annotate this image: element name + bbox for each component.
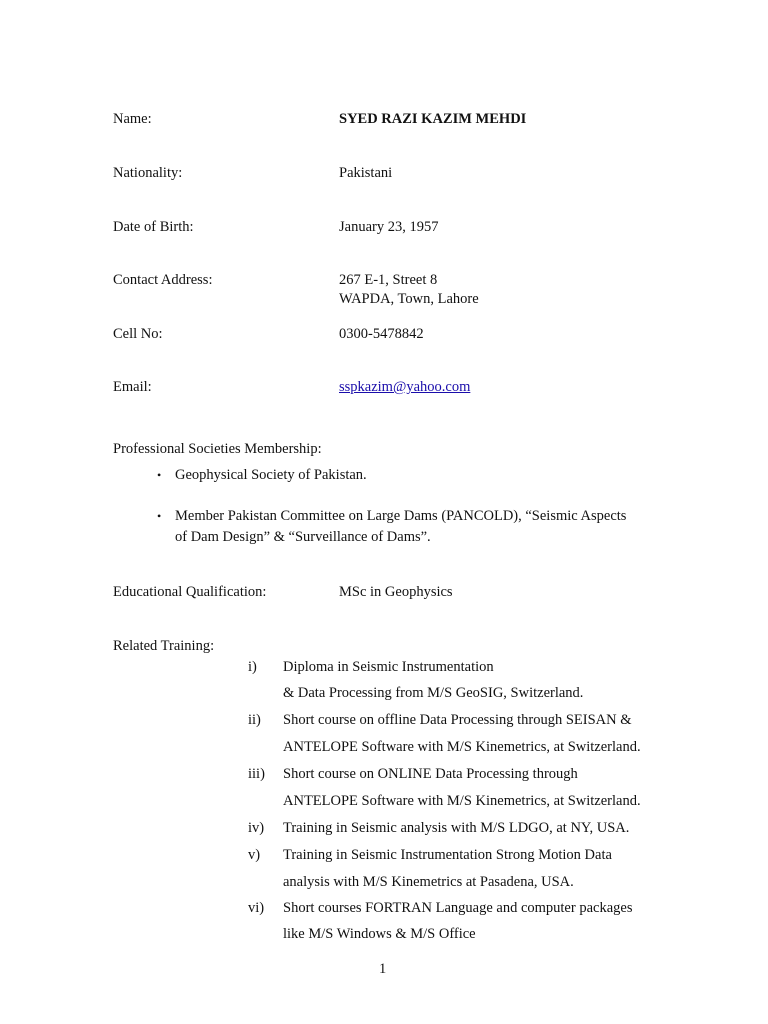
training-item-line: Training in Seismic analysis with M/S LDGO, at NY, USA. (283, 820, 630, 836)
training-item-line: Short courses FORTRAN Language and computer packages (283, 900, 633, 916)
cell-value: 0300-5478842 (339, 326, 424, 342)
nationality-label: Nationality: (113, 165, 183, 181)
cell-label: Cell No: (113, 326, 163, 342)
nationality-value: Pakistani (339, 165, 393, 181)
training-heading: Related Training: (113, 638, 215, 654)
training-item-line: & Data Processing from M/S GeoSIG, Switzerland. (283, 685, 584, 701)
training-item-line: like M/S Windows & M/S Office (283, 926, 476, 942)
education-value: MSc in Geophysics (339, 584, 453, 600)
name-label: Name: (113, 111, 152, 127)
email-label: Email: (113, 379, 152, 395)
training-item-line: Short course on ONLINE Data Processing through (283, 766, 578, 782)
training-item-line: analysis with M/S Kinemetrics at Pasadena, USA. (283, 874, 574, 890)
membership-item-1: Geophysical Society of Pakistan. (175, 467, 367, 483)
training-item-line: Training in Seismic Instrumentation Strong Motion Data (283, 847, 612, 863)
training-item-number: iii) (248, 766, 265, 782)
name-value: SYED RAZI KAZIM MEHDI (339, 111, 527, 127)
address-line1: 267 E-1, Street 8 (339, 272, 438, 288)
training-item-line: ANTELOPE Software with M/S Kinemetrics, at Switzerland. (283, 739, 641, 755)
bullet-icon: • (157, 468, 162, 482)
training-item-number: iv) (248, 820, 265, 836)
training-item-line: ANTELOPE Software with M/S Kinemetrics, at Switzerland. (283, 793, 641, 809)
address-line2: WAPDA, Town, Lahore (339, 291, 479, 307)
training-item-number: ii) (248, 712, 261, 728)
membership-item-2-line1: Member Pakistan Committee on Large Dams (PANCOLD), “Seismic Aspects (175, 508, 627, 524)
memberships-heading: Professional Societies Membership: (113, 441, 322, 457)
email-link[interactable]: sspkazim@yahoo.com (339, 379, 471, 395)
training-item-number: v) (248, 847, 261, 863)
dob-value: January 23, 1957 (339, 219, 439, 235)
training-item-number: i) (248, 659, 257, 675)
training-item-line: Diploma in Seismic Instrumentation (283, 659, 494, 675)
bullet-icon: • (157, 509, 162, 523)
page-number: 1 (379, 961, 387, 977)
education-label: Educational Qualification: (113, 584, 267, 600)
training-item-line: Short course on offline Data Processing through SEISAN & (283, 712, 632, 728)
training-item-number: vi) (248, 900, 265, 916)
dob-label: Date of Birth: (113, 219, 194, 235)
membership-item-2-line2: of Dam Design” & “Surveillance of Dams”. (175, 529, 431, 545)
address-label: Contact Address: (113, 272, 213, 288)
